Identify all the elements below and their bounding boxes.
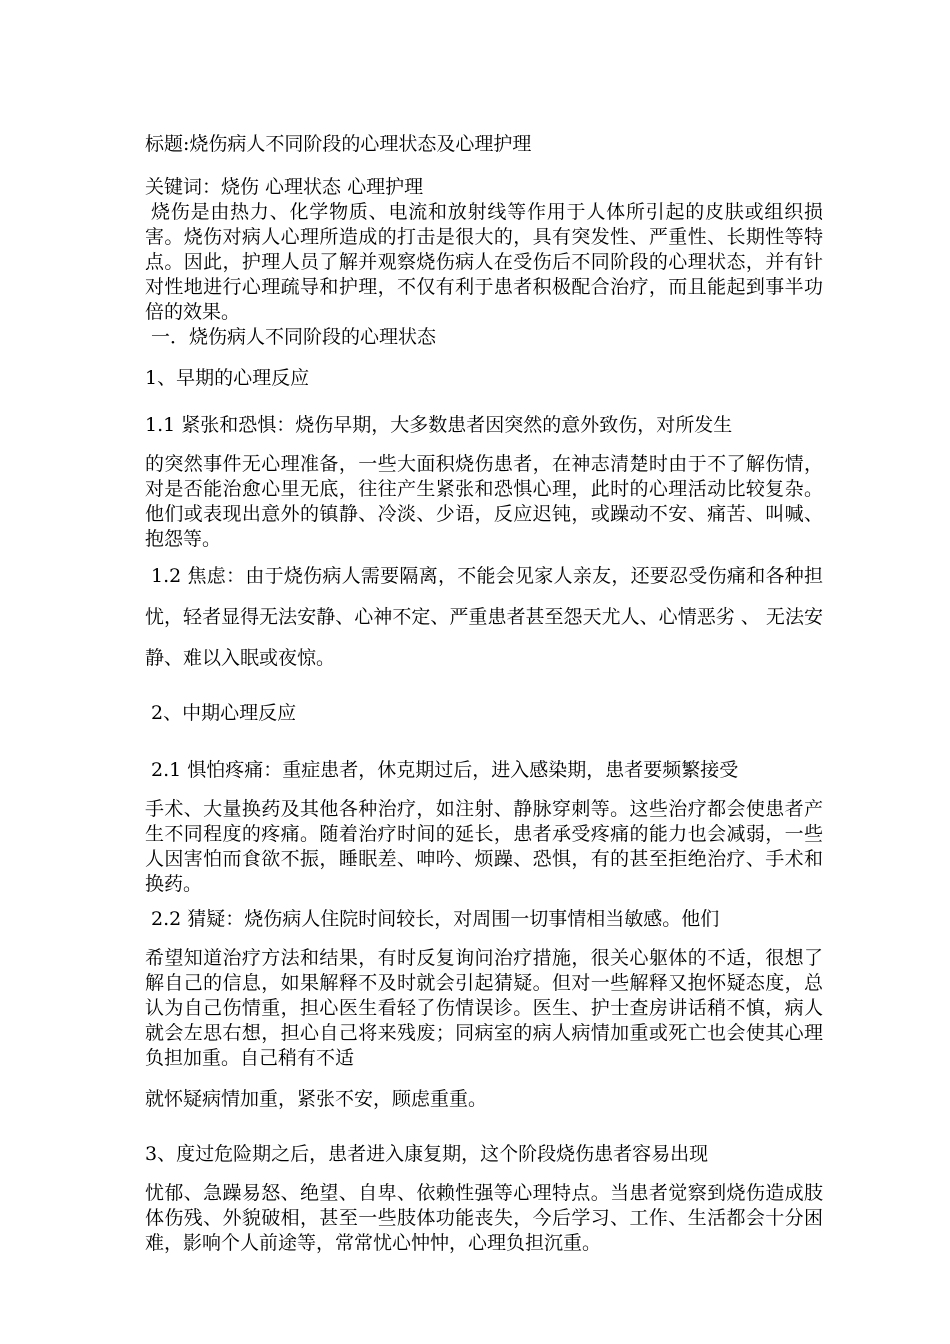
paragraph-1-2: 1.2 焦虑：由于烧伤病人需要隔离，不能会见家人亲友，还要忍受伤痛和各种担忧，轻者显得无法安静、心神不定、严重患者甚至怨天尤人、心情恶劣 、 无法安静、难以入眠或夜惊。 (145, 565, 823, 669)
paragraph-2-1-body: 手术、大量换药及其他各种治疗，如注射、静脉穿刺等。这些治疗都会使患者产生不同程度的疼痛。随着治疗时间的延长，患者承受疼痛的能力也会减弱，一些人因害怕而食欲不振，睡眠差、呻吟、烦躁、恐惧，有的甚至拒绝治疗、手术和换药。 (145, 798, 823, 895)
early-stage-heading: 1、早期的心理反应 (145, 367, 310, 389)
paragraph-1-1-body: 的突然事件无心理准备，一些大面积烧伤患者，在神志清楚时由于不了解伤情，对是否能治愈心里无底，往往产生紧张和恐惧心理，此时的心理活动比较复杂。他们或表现出意外的镇静、冷淡、少语，反应迟钝，或躁动不安、痛苦、叫喊、抱怨等。 (145, 453, 823, 550)
mid-stage-heading: 2、中期心理反应 (151, 702, 297, 724)
document-title: 标题:烧伤病人不同阶段的心理状态及心理护理 (145, 133, 532, 155)
paragraph-2-2-body: 希望知道治疗方法和结果，有时反复询问治疗措施，很关心躯体的不适，很想了解自己的信息，如果解释不及时就会引起猜疑。但对一些解释又抱怀疑态度，总认为自己伤情重，担心医生看轻了伤情误诊。医生、护士查房讲话稍不慎，病人就会左思右想，担心自己将来残废；同病室的病人病情加重或死亡也会使其心理负担加重。自己稍有不适 (145, 947, 823, 1069)
paragraph-2-2-last-line: 就怀疑病情加重，紧张不安，顾虑重重。 (145, 1088, 488, 1110)
document-body (145, 132, 823, 1256)
paragraph-2-1-first-line: 2.1 惧怕疼痛：重症患者，休克期过后，进入感染期，患者要频繁接受 (151, 759, 739, 781)
paragraph-3-body: 忧郁、急躁易怒、绝望、自卑、依赖性强等心理特点。当患者觉察到烧伤造成肢体伤残、外貌破相，甚至一些肢体功能丧失，今后学习、工作、生活都会十分困难，影响个人前途等，常常忧心忡忡，心理负担沉重。 (145, 1182, 823, 1254)
paragraph-2-2-first-line: 2.2 猜疑：烧伤病人住院时间较长，对周围一切事情相当敏感。他们 (151, 908, 720, 930)
paragraph-3-first-line: 3、度过危险期之后，患者进入康复期，这个阶段烧伤患者容易出现 (145, 1143, 709, 1165)
intro-paragraph: 烧伤是由热力、化学物质、电流和放射线等作用于人体所引起的皮肤或组织损害。烧伤对病人心理所造成的打击是很大的，具有突发性、严重性、长期性等特点。因此，护理人员了解并观察烧伤病人在受伤后不同阶段的心理状态，并有针对性地进行心理疏导和护理，不仅有利于患者积极配合治疗，而且能起到事半功倍的效果。 (145, 201, 823, 323)
section-heading-1: 一．烧伤病人不同阶段的心理状态 (151, 326, 437, 348)
paragraph-1-1-first-line: 1.1 紧张和恐惧：烧伤早期，大多数患者因突然的意外致伤，对所发生 (145, 414, 733, 436)
keywords-line: 关键词：烧伤 心理状态 心理护理 (145, 176, 424, 198)
